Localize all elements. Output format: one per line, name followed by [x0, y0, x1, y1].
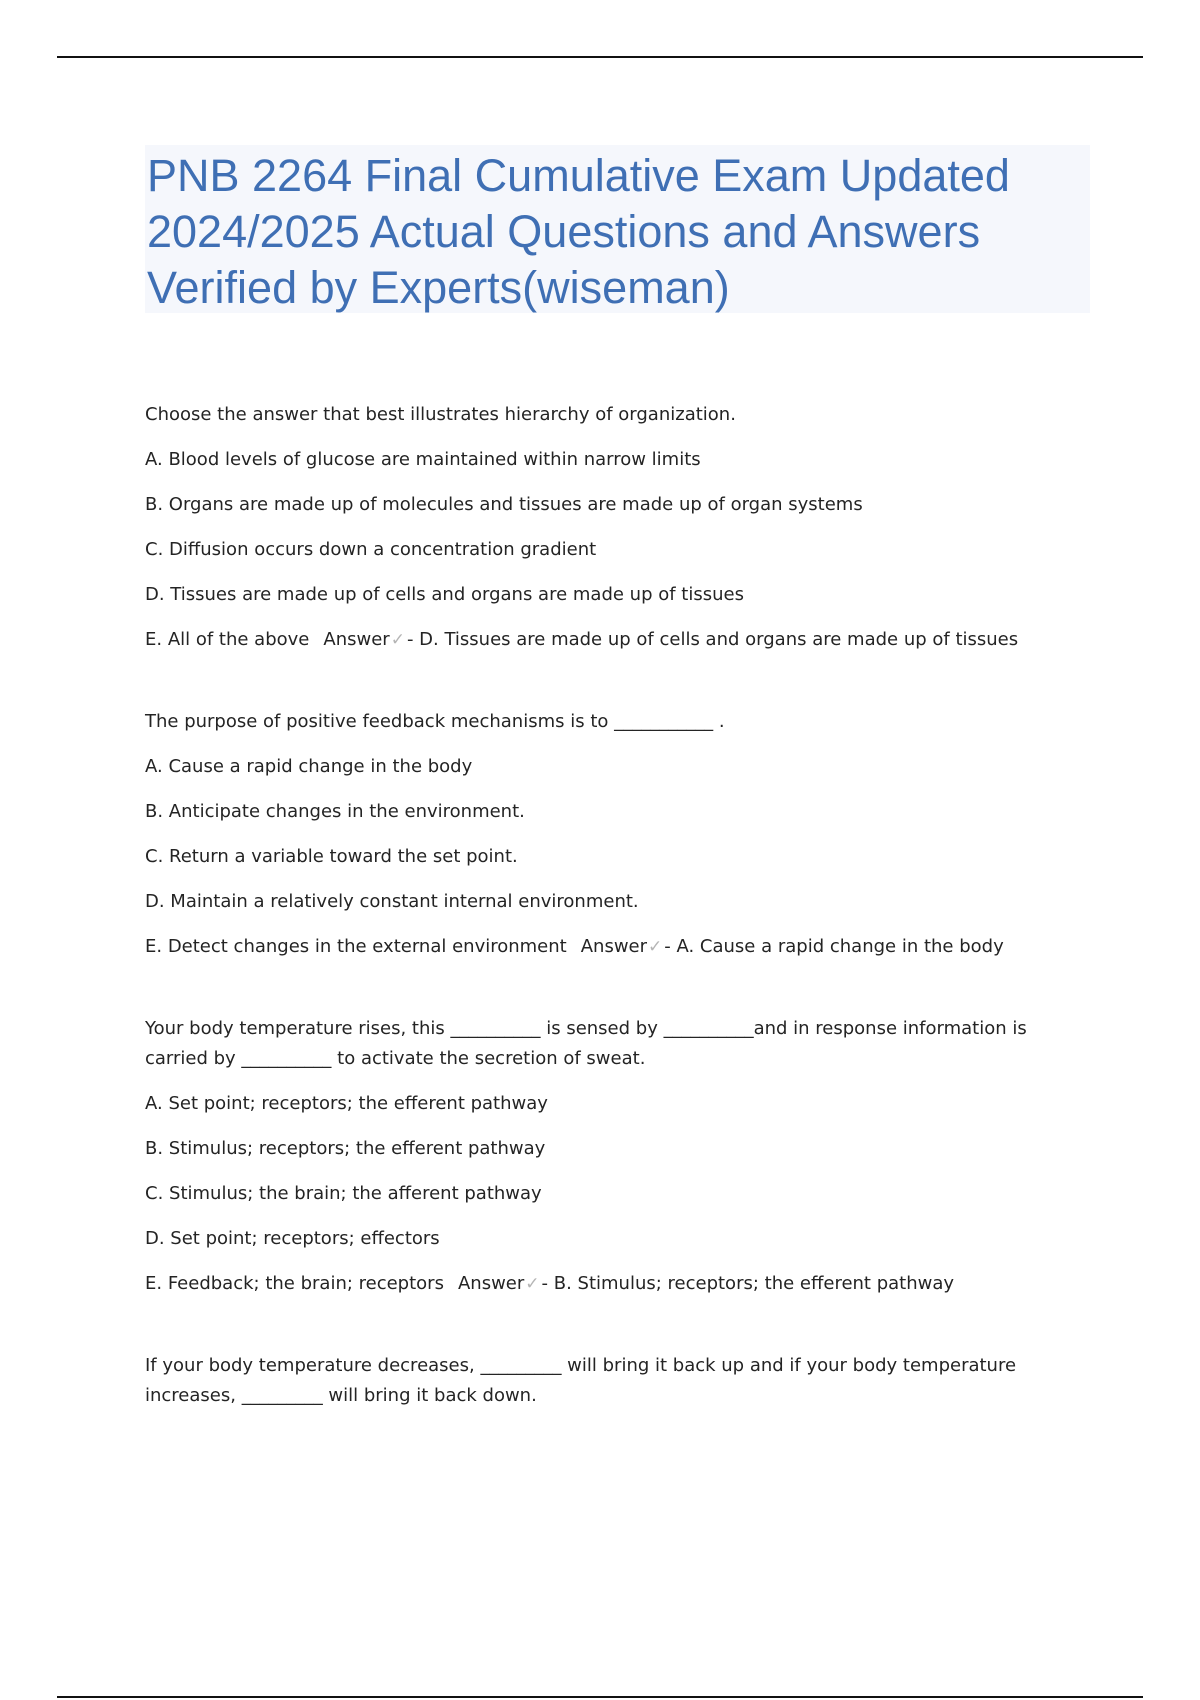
answer-label: Answer — [323, 629, 390, 650]
option-e-with-answer — [145, 932, 1095, 962]
option-e: E. Detect changes in the external environment — [145, 936, 567, 957]
option-d: D. Tissues are made up of cells and organs are made up of tissues — [145, 584, 744, 605]
answer-text: - D. Tissues are made up of cells and organs are made up of tissues — [406, 629, 1019, 650]
answer-label: Answer — [457, 1273, 525, 1294]
checkmark-icon: ✓ — [648, 937, 663, 957]
option-e: E. Feedback; the brain; receptors — [145, 1273, 444, 1294]
option-c: C. Diffusion occurs down a concentration gradient — [145, 539, 597, 560]
document-title: PNB 2264 Final Cumulative Exam Updated 2024/2025 Actual Questions and Answers Verified by Experts(wiseman) — [147, 150, 1010, 313]
option-d: D. Set point; receptors; effectors — [145, 1228, 440, 1249]
questions-list — [145, 400, 1095, 1463]
option-a: A. Cause a rapid change in the body — [145, 756, 473, 777]
answer-text: - B. Stimulus; receptors; the efferent pathway — [541, 1273, 955, 1294]
option-e-with-answer — [145, 625, 1095, 655]
question-stem: Choose the answer that best illustrates hierarchy of organization. — [145, 404, 736, 425]
question-2 — [145, 707, 1095, 962]
checkmark-icon: ✓ — [390, 630, 405, 650]
option-b: B. Organs are made up of molecules and tissues are made up of organ systems — [145, 494, 863, 515]
question-1 — [145, 400, 1095, 655]
question-stem: Your body temperature rises, this __________ is sensed by __________and in response information is carried by __________ to activate the secretion of sweat. — [145, 1018, 1027, 1069]
option-b: B. Anticipate changes in the environment. — [145, 801, 525, 822]
top-rule — [57, 56, 1143, 58]
answer-text: - A. Cause a rapid change in the body — [664, 936, 1004, 957]
question-stem: If your body temperature decreases, _________ will bring it back up and if your body temperature increases, _________ will bring it back down. — [145, 1355, 1017, 1406]
option-d: D. Maintain a relatively constant internal environment. — [145, 891, 639, 912]
option-c: C. Stimulus; the brain; the afferent pathway — [145, 1183, 542, 1204]
question-stem: The purpose of positive feedback mechanisms is to ___________ . — [145, 711, 725, 732]
option-e-with-answer — [145, 1269, 1095, 1299]
option-b: B. Stimulus; receptors; the efferent pathway — [145, 1138, 546, 1159]
answer-label: Answer — [580, 936, 648, 957]
title-block — [145, 145, 1090, 313]
option-a: A. Set point; receptors; the efferent pathway — [145, 1093, 548, 1114]
option-a: A. Blood levels of glucose are maintained within narrow limits — [145, 449, 701, 470]
option-e: E. All of the above — [145, 629, 310, 650]
question-4 — [145, 1351, 1095, 1411]
bottom-rule — [57, 1696, 1143, 1698]
checkmark-icon: ✓ — [525, 1274, 540, 1294]
question-3 — [145, 1014, 1095, 1299]
option-c: C. Return a variable toward the set point. — [145, 846, 518, 867]
